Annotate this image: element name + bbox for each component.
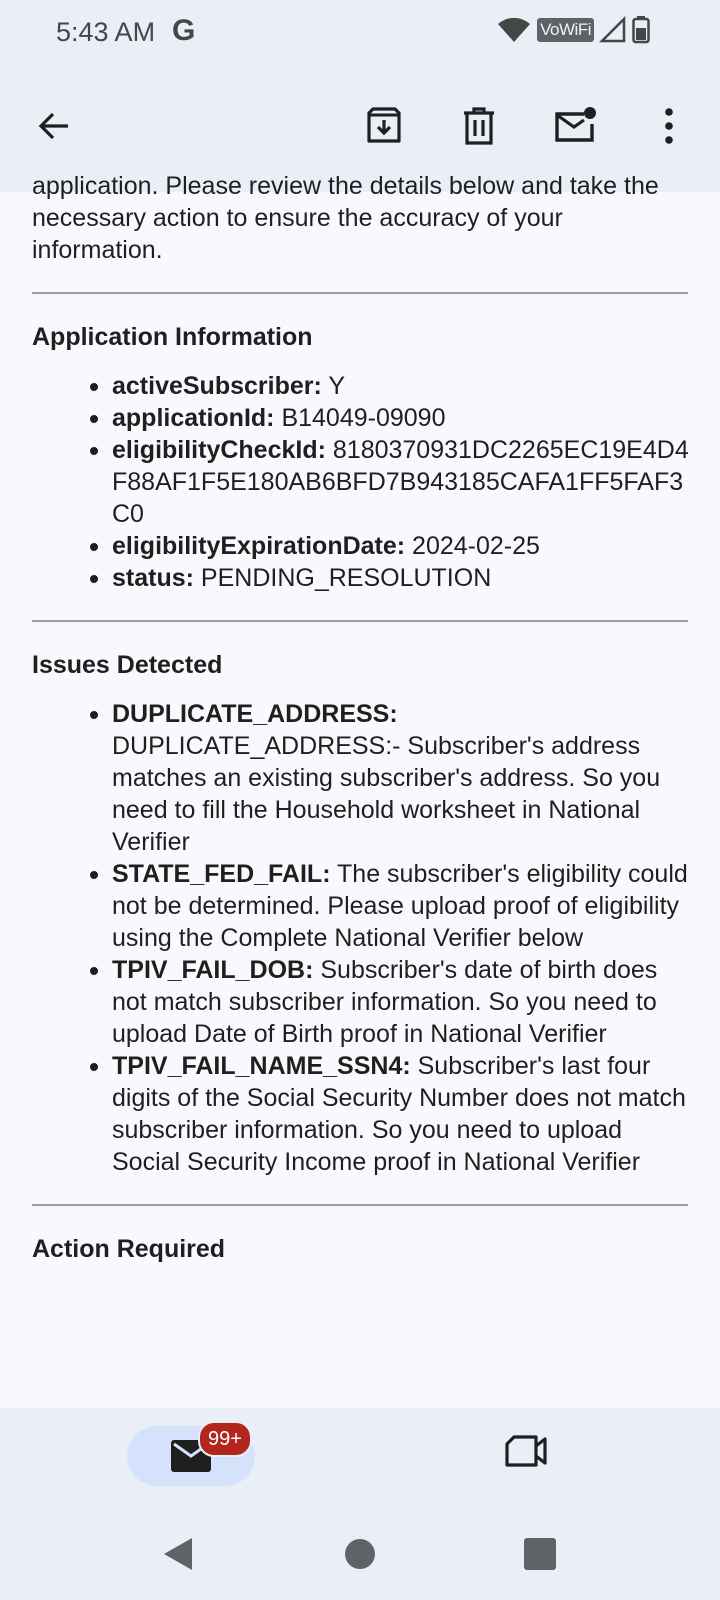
issues-heading: Issues Detected (32, 651, 223, 679)
meet-tab[interactable] (504, 1434, 548, 1473)
email-body[interactable] (0, 172, 720, 1408)
status-bar (0, 0, 720, 66)
bottom-nav (0, 1408, 720, 1526)
divider (32, 1204, 688, 1206)
system-back-icon[interactable] (162, 1537, 194, 1571)
list-item: TPIV_FAIL_NAME_SSN4: Subscriber's last four digits of the Social Security Number does not match subscriber information. So you need to upload Social Security Income proof in National Verifier (112, 1050, 692, 1178)
list-item: eligibilityExpirationDate: 2024-02-25 (112, 530, 692, 562)
vowifi-badge: VoWiFi (537, 18, 594, 42)
divider (32, 292, 688, 294)
system-home-icon[interactable] (345, 1539, 375, 1569)
status-icons (497, 16, 650, 44)
list-item: applicationId: B14049-09090 (112, 402, 692, 434)
list-item: DUPLICATE_ADDRESS: DUPLICATE_ADDRESS:- Subscriber's address matches an existing subscriber's address. So you need to fill the Household worksheet in National Verifier (112, 698, 692, 858)
wifi-icon (497, 16, 531, 44)
trash-icon[interactable] (455, 102, 503, 150)
back-arrow-icon[interactable] (30, 102, 78, 150)
divider (32, 620, 688, 622)
application-info-list (32, 370, 692, 594)
list-item: activeSubscriber: Y (112, 370, 692, 402)
system-nav-bar (0, 1526, 720, 1600)
google-icon: G (172, 14, 196, 47)
video-camera-icon (504, 1434, 548, 1468)
mark-unread-icon[interactable] (552, 102, 600, 150)
more-options-icon[interactable] (645, 102, 693, 150)
list-item: STATE_FED_FAIL: The subscriber's eligibility could not be determined. Please upload proof of eligibility using the Complete National Verifier below (112, 858, 692, 954)
application-info-heading: Application Information (32, 323, 313, 351)
status-time: 5:43 AM (56, 17, 156, 47)
list-item: status: PENDING_RESOLUTION (112, 562, 692, 594)
signal-icon (600, 17, 626, 43)
unread-count-badge: 99+ (198, 1421, 252, 1457)
issues-list (32, 698, 692, 1178)
list-item: eligibilityCheckId: 8180370931DC2265EC19E4D4F88AF1F5E180AB6BFD7B943185CAFA1FF5FAF3C0 (112, 434, 692, 530)
archive-icon[interactable] (360, 102, 408, 150)
intro-paragraph: application. Please review the details below and take the necessary action to ensure the accuracy of your information. (32, 172, 659, 264)
battery-icon (632, 16, 650, 44)
system-recents-icon[interactable] (524, 1538, 556, 1570)
list-item: TPIV_FAIL_DOB: Subscriber's date of birth does not match subscriber information. So you need to upload Date of Birth proof in National Verifier (112, 954, 692, 1050)
action-required-heading: Action Required (32, 1235, 226, 1263)
